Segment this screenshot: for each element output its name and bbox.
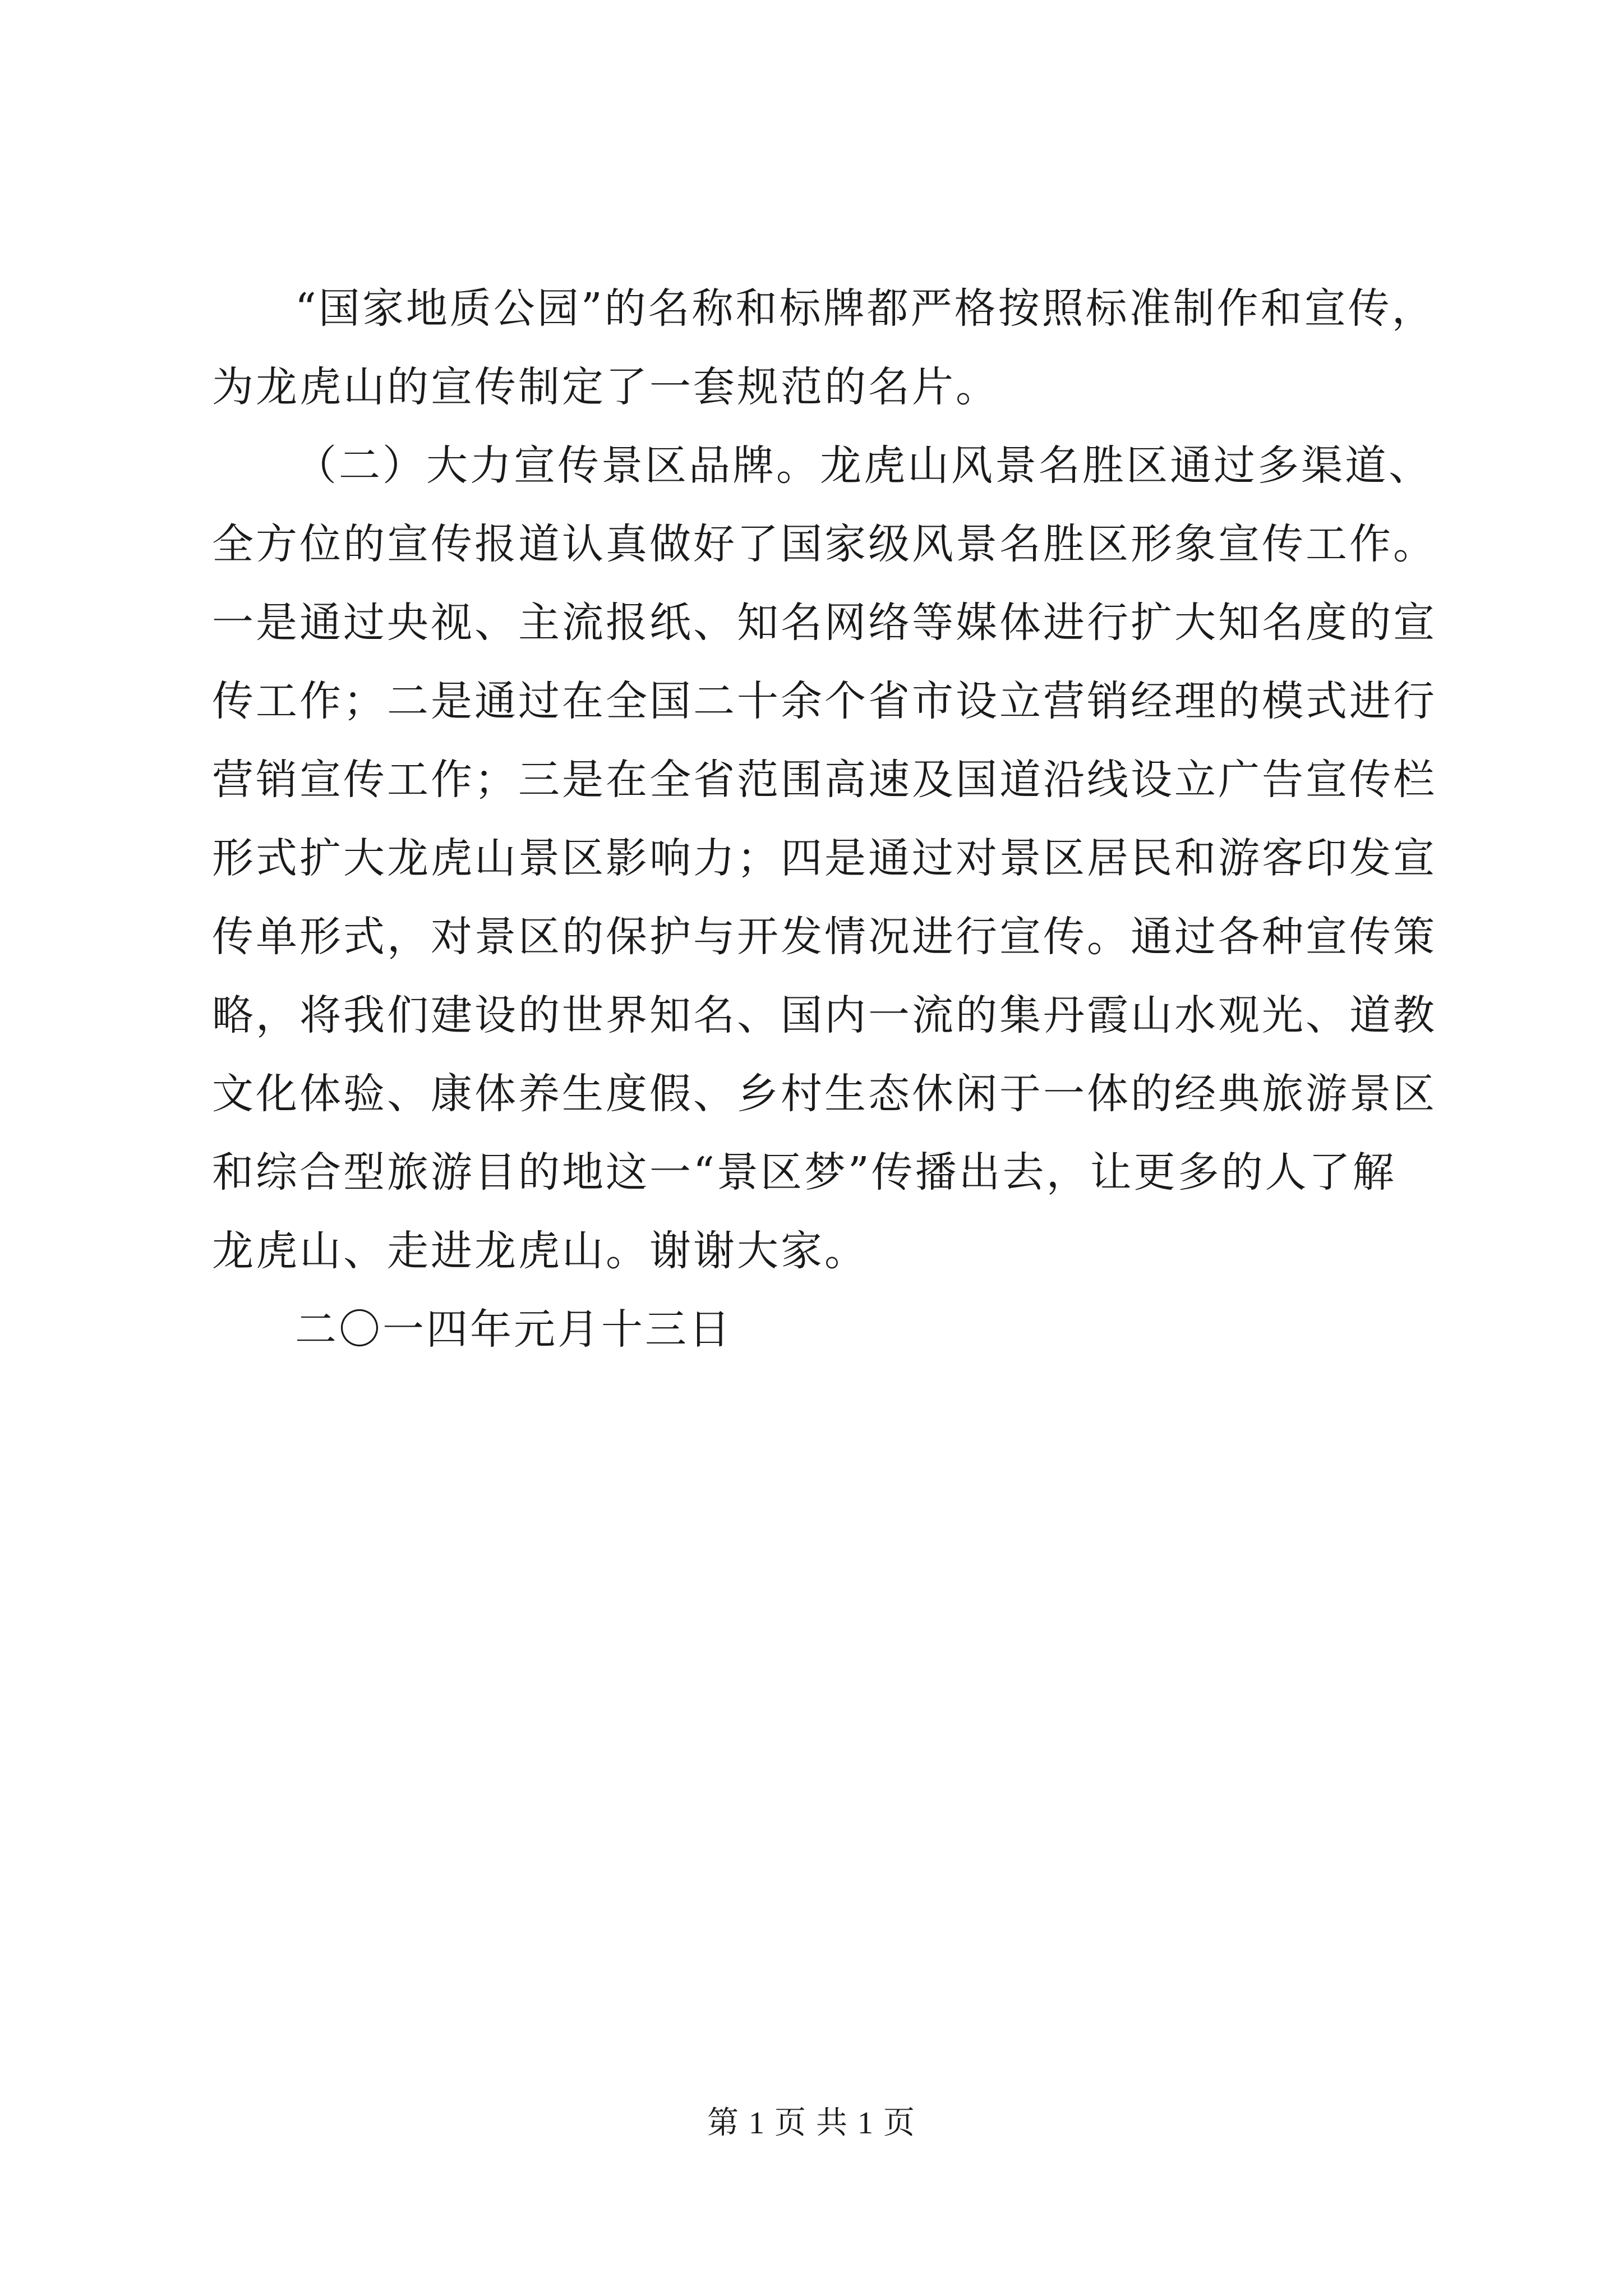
paragraph-line: 略，将我们建设的世界知名、国内一流的集丹霞山水观光、道教 [212, 991, 1437, 1039]
paragraph-line: 传工作；二是通过在全国二十余个省市设立营销经理的模式进行 [212, 677, 1437, 725]
paragraph-line: （二）大力宣传景区品牌。龙虎山风景名胜区通过多渠道、 [295, 441, 1432, 490]
paragraph-line: 形式扩大龙虎山景区影响力；四是通过对景区居民和游客印发宣 [212, 834, 1437, 882]
paragraph-line: “国家地质公园”的名称和标牌都严格按照标准制作和宣传， [295, 284, 1436, 333]
paragraph-line: 为龙虎山的宣传制定了一套规范的名片。 [212, 363, 999, 411]
date-line: 二〇一四年元月十三日 [295, 1305, 732, 1354]
paragraph-line: 传单形式，对景区的保护与开发情况进行宣传。通过各种宣传策 [212, 913, 1437, 961]
paragraph-line: 全方位的宣传报道认真做好了国家级风景名胜区形象宣传工作。 [212, 520, 1437, 568]
paragraph-line: 文化体验、康体养生度假、乡村生态休闲于一体的经典旅游景区 [212, 1070, 1437, 1118]
paragraph-line: 营销宣传工作；三是在全省范围高速及国道沿线设立广告宣传栏 [212, 756, 1437, 804]
paragraph-line: 一是通过央视、主流报纸、知名网络等媒体进行扩大知名度的宣 [212, 599, 1437, 647]
paragraph-line: 龙虎山、走进龙虎山。谢谢大家。 [212, 1227, 868, 1275]
paragraph-line: 和综合型旅游目的地这一“景区梦”传播出去，让更多的人了解 [212, 1148, 1396, 1197]
page-number-footer: 第 1 页 共 1 页 [707, 2106, 916, 2141]
document-body [212, 269, 1463, 1369]
